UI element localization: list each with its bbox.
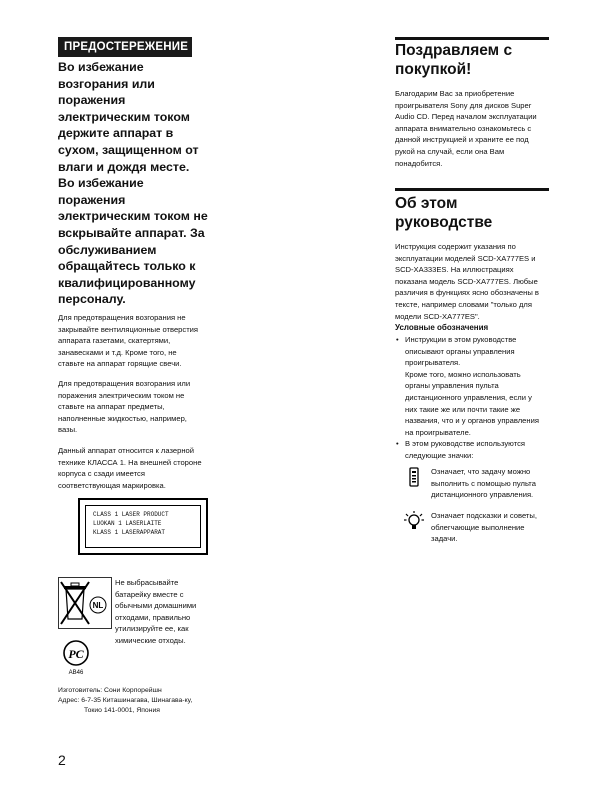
section-rule bbox=[395, 188, 549, 191]
laser-class-label-inner bbox=[85, 505, 201, 548]
conventions-heading: Условные обозначения bbox=[395, 323, 489, 332]
battery-badge-text: NL bbox=[92, 601, 104, 610]
text-line: показана модель SCD-XA777ES. Любые bbox=[395, 276, 538, 286]
text-line: Audio CD. Перед началом эксплуатации bbox=[395, 112, 537, 122]
list-item bbox=[395, 438, 560, 461]
warning-line: квалифицированному bbox=[58, 275, 196, 290]
warning-line: влаги и дождя месте. bbox=[58, 159, 190, 174]
warning-line: персоналу. bbox=[58, 292, 126, 307]
warning-line: вскрывайте аппарат. За bbox=[58, 225, 205, 240]
bullet-icon: • bbox=[396, 439, 399, 449]
certification-mark-icon bbox=[58, 638, 98, 676]
text-line: модели SCD-XA777ES". bbox=[395, 311, 480, 321]
remote-icon-legend bbox=[395, 466, 565, 502]
text-line: обычными домашними bbox=[115, 601, 197, 611]
section-rule bbox=[395, 37, 549, 40]
text-line: технике КЛАССА 1. На внешней стороне bbox=[58, 457, 202, 467]
warning-line: держите аппарат в bbox=[58, 126, 174, 141]
text-line: ставьте на аппарат горящие свечи. bbox=[58, 359, 182, 369]
text-line: Означает подсказки и советы, bbox=[431, 511, 537, 520]
text-line: данной инструкцией и храните ее под bbox=[395, 135, 529, 145]
text-line: дистанционного управления. bbox=[431, 490, 534, 500]
page-number: 2 bbox=[58, 752, 66, 768]
text-line: на проигрывателе. bbox=[405, 427, 471, 437]
about-title bbox=[395, 194, 555, 232]
warning-line: поражения bbox=[58, 192, 126, 207]
text-line: закрывайте вентиляционные отверстия bbox=[58, 324, 199, 334]
tip-icon-legend bbox=[395, 510, 565, 546]
warning-line: обслуживанием bbox=[58, 242, 157, 257]
laser-label-line: CLASS 1 LASER PRODUCT bbox=[93, 511, 169, 518]
laser-label-line: LUOKAN 1 LASERLAITE bbox=[93, 520, 162, 527]
tip-icon-description bbox=[431, 510, 561, 545]
remote-control-icon bbox=[403, 466, 425, 488]
warning-heading: ПРЕДОСТЕРЕЖЕНИЕ bbox=[58, 37, 192, 57]
warning-line: поражения bbox=[58, 93, 126, 108]
text-line: утилизируйте ее, как bbox=[115, 624, 189, 634]
warning-line: возгорания или bbox=[58, 76, 155, 91]
title-line: руководстве bbox=[395, 214, 493, 231]
title-line: покупкой! bbox=[395, 61, 472, 78]
warning-line: сухом, защищенном от bbox=[58, 142, 199, 157]
laser-class-label bbox=[78, 498, 208, 555]
text-line: различия в функциях ясно обозначены в bbox=[395, 288, 539, 298]
text-line: дистанционного управления, если у bbox=[405, 392, 532, 402]
laser-label-line: KLASS 1 LASERAPPARAT bbox=[93, 529, 166, 536]
text-line: Не выбрасывайте bbox=[115, 578, 179, 587]
text-line: проигрывателя. bbox=[405, 358, 461, 368]
text-line: аппарата внимательно ознакомьтесь с bbox=[395, 123, 532, 133]
text-line: следующие значки: bbox=[405, 450, 474, 460]
bullet-icon: • bbox=[396, 335, 399, 344]
manufacturer-address: Адрес: 6-7-35 Киташинагава, Шинагава-ку, bbox=[58, 697, 193, 704]
manufacturer-info bbox=[58, 686, 258, 716]
text-line: химические отходы. bbox=[115, 635, 186, 645]
text-line: корпуса с сзади имеется bbox=[58, 469, 145, 479]
remote-icon-description bbox=[431, 466, 561, 501]
text-line: Данный аппарат относится к лазерной bbox=[58, 446, 195, 455]
text-line: эксплуатации моделей SCD-XA777ES и bbox=[395, 253, 536, 263]
text-line: рукой на случай, если она Вам bbox=[395, 146, 505, 156]
text-line: Благодарим Вас за приобретение bbox=[395, 89, 515, 98]
text-line: Означает, что задачу можно bbox=[431, 467, 531, 476]
warning-line: Во избежание bbox=[58, 176, 144, 191]
text-line: поражения электрическим током не bbox=[58, 390, 185, 400]
liquid-warning-paragraph bbox=[58, 378, 228, 436]
warning-line: электрическим током bbox=[58, 109, 190, 124]
congrats-text bbox=[395, 88, 555, 169]
text-line: органы управления пульта bbox=[405, 381, 499, 391]
battery-disposal-text bbox=[115, 577, 230, 647]
title-line: Об этом bbox=[395, 195, 458, 212]
text-line: задачи. bbox=[431, 534, 458, 544]
text-line: понадобится. bbox=[395, 158, 443, 168]
text-line: описывают органы управления bbox=[405, 346, 515, 356]
certification-code: AB46 bbox=[68, 670, 84, 676]
warning-line: обращайтесь только к bbox=[58, 259, 196, 274]
text-line: них такие же или почти такие же bbox=[405, 404, 521, 414]
lightbulb-icon bbox=[403, 510, 425, 532]
text-line: В этом руководстве используются bbox=[405, 439, 526, 449]
text-line: выполнить с помощью пульта bbox=[431, 478, 536, 488]
crossed-bin-icon bbox=[58, 577, 112, 629]
text-line: наполненные жидкостью, например, bbox=[58, 413, 187, 423]
fire-warning-paragraph bbox=[58, 312, 228, 370]
warning-line: электрическим током не bbox=[58, 209, 208, 224]
text-line: соответствующая маркировка. bbox=[58, 480, 166, 490]
warning-text bbox=[58, 59, 218, 308]
text-line: Инструкции в этом руководстве bbox=[405, 335, 517, 344]
text-line: Для предотвращения возгорания или bbox=[58, 379, 191, 388]
laser-paragraph bbox=[58, 445, 228, 491]
title-line: Поздравляем с bbox=[395, 42, 513, 59]
text-line: Кроме того, можно использовать bbox=[405, 369, 521, 379]
list-item bbox=[395, 334, 560, 438]
manufacturer-address-city: Токио 141-0001, Япония bbox=[84, 707, 160, 714]
text-line: вазы. bbox=[58, 425, 78, 435]
text-line: SCD-XA333ES. На иллюстрациях bbox=[395, 265, 514, 275]
text-line: Для предотвращения возгорания не bbox=[58, 313, 186, 322]
manufacturer-name: Изготовитель: Сони Корпорейшн bbox=[58, 687, 162, 694]
text-line: Инструкция содержит указания по bbox=[395, 242, 516, 251]
text-line: аппарата газетами, скатертями, bbox=[58, 336, 171, 346]
certification-mark-text: PC bbox=[68, 647, 84, 661]
conventions-list bbox=[395, 334, 560, 462]
text-line: проигрывателя Sony для дисков Super bbox=[395, 100, 532, 110]
text-line: отходами, правильно bbox=[115, 612, 191, 622]
text-line: батарейку вместе с bbox=[115, 589, 184, 599]
text-line: тексте, например словами "только для bbox=[395, 299, 532, 309]
text-line: занавесками и т.д. Кроме того, не bbox=[58, 347, 177, 357]
warning-line: Во избежание bbox=[58, 60, 144, 74]
congrats-title bbox=[395, 41, 555, 79]
about-text bbox=[395, 241, 555, 322]
text-line: ставьте на аппарат предметы, bbox=[58, 402, 165, 412]
text-line: названия, что и у органов управления bbox=[405, 416, 539, 426]
text-line: облегчающие выполнение bbox=[431, 522, 525, 532]
